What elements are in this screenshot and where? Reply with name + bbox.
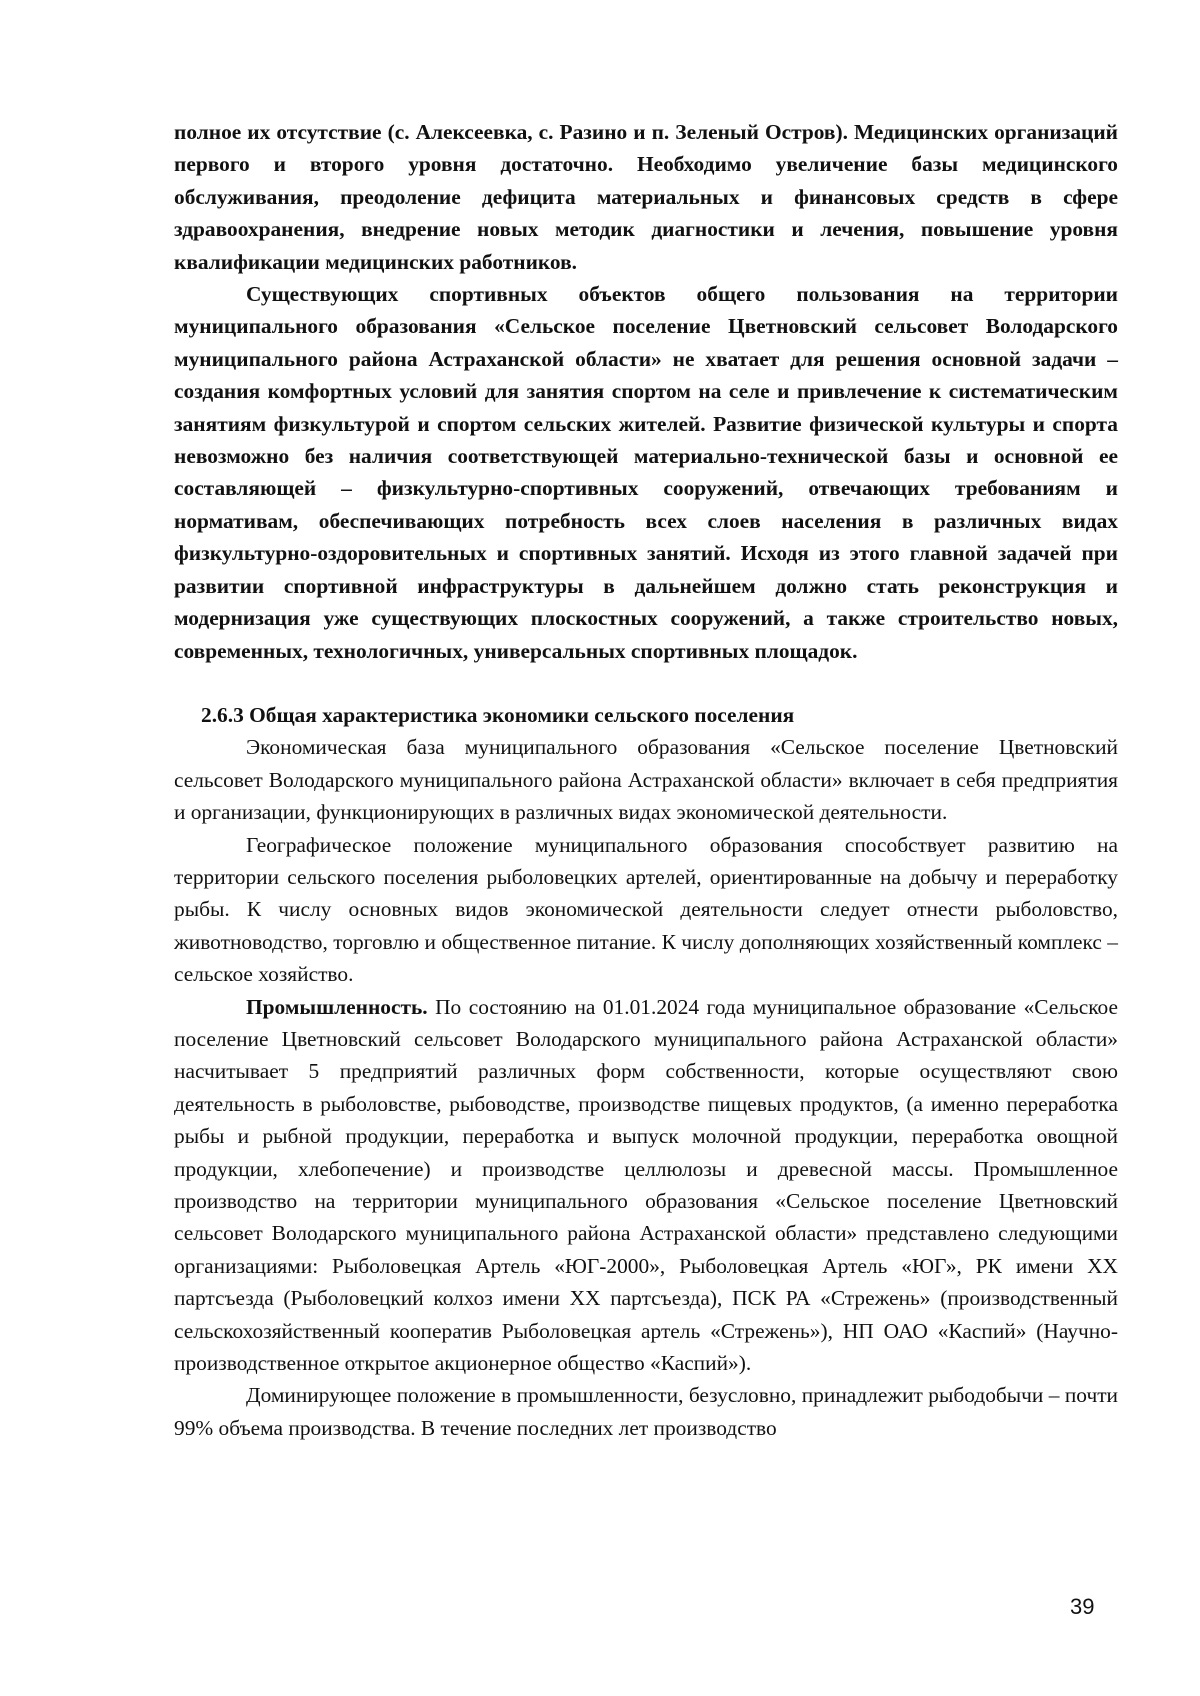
section-heading: 2.6.3 Общая характеристика экономики сельского поселения [201, 702, 795, 727]
paragraph-economic-base: Экономическая база муниципального образования «Сельское поселение Цветновский сельсовет Володарского муниципального района Астраханской области» включает в себя предприятия и организации, функционирующих в различных видах экономической деятельности. [174, 735, 1118, 825]
paragraph-fishing: Доминирующее положение в промышленности, безусловно, принадлежит рыбодобычи – почти 99% объема производства. В течение последних лет производство [174, 1383, 1118, 1440]
paragraph-geography: Географическое положение муниципального образования способствует развитию на территории сельского поселения рыболовецких артелей, ориентированные на добычу и переработку рыбы. К числу основных видов экономической деятельности следует отнести рыболовство, животноводство, торговлю и общественное питание. К числу дополняющих хозяйственный комплекс – сельское хозяйство. [174, 832, 1118, 987]
page-number: 39 [1070, 1594, 1095, 1619]
paragraph-industry [174, 991, 1118, 1380]
paragraph-sports: Существующих спортивных объектов общего пользования на территории муниципального образования «Сельское поселение Цветновский сельсовет Володарского муниципального района Астраханской области» не хватает для решения основной задачи – создания комфортных условий для занятия спортом на селе и привлечение к систематическим занятиям физкультурой и спортом сельских жителей. Развитие физической культуры и спорта невозможно без наличия соответствующей материально-технической базы и основной ее составляющей – физкультурно-спортивных сооружений, отвечающих требованиям и нормативам, обеспечивающих потребность всех слоев населения в различных видах физкультурно-оздоровительных и спортивных занятий. Исходя из этого главной задачей при развитии спортивной инфраструктуры в дальнейшем должно стать реконструкция и модернизация уже существующих плоскостных сооружений, а также строительство новых, современных, технологичных, универсальных спортивных площадок. [174, 282, 1118, 663]
document-page [174, 116, 1118, 1444]
industry-lead: Промышленность. [246, 994, 428, 1019]
paragraph-healthcare: полное их отсутствие (с. Алексеевка, с. Разино и п. Зеленый Остров). Медицинских организаций первого и второго уровня достаточно. Необходимо увеличение базы медицинского обслуживания, преодоление дефицита материальных и финансовых средств в сфере здравоохранения, внедрение новых методик диагностики и лечения, повышение уровня квалификации медицинских работников. [174, 120, 1118, 274]
industry-body: По состоянию на 01.01.2024 года муниципальное образование «Сельское поселение Цветновский сельсовет Володарского муниципального района Астраханской области» насчитывает 5 предприятий различных форм собственности, которые осуществляют свою деятельность в рыболовстве, рыбоводстве, производстве пищевых продуктов, (а именно переработка рыбы и рыбной продукции, переработка и выпуск молочной продукции, переработка овощной продукции, хлебопечение) и производстве целлюлозы и древесной массы. Промышленное производство на территории муниципального образования «Сельское поселение Цветновский сельсовет Володарского муниципального района Астраханской области» представлено следующими организациями: Рыболовецкая Артель «ЮГ-2000», Рыболовецкая Артель «ЮГ», РК имени XX партсъезда (Рыболовецкий колхоз имени XX партсъезда), ПСК РА «Стрежень» (производственный сельскохозяйственный кооператив Рыболовецкая артель «Стрежень»), НП ОАО «Каспий» (Научно-производственное открытое акционерное общество «Каспий»). [174, 994, 1118, 1376]
